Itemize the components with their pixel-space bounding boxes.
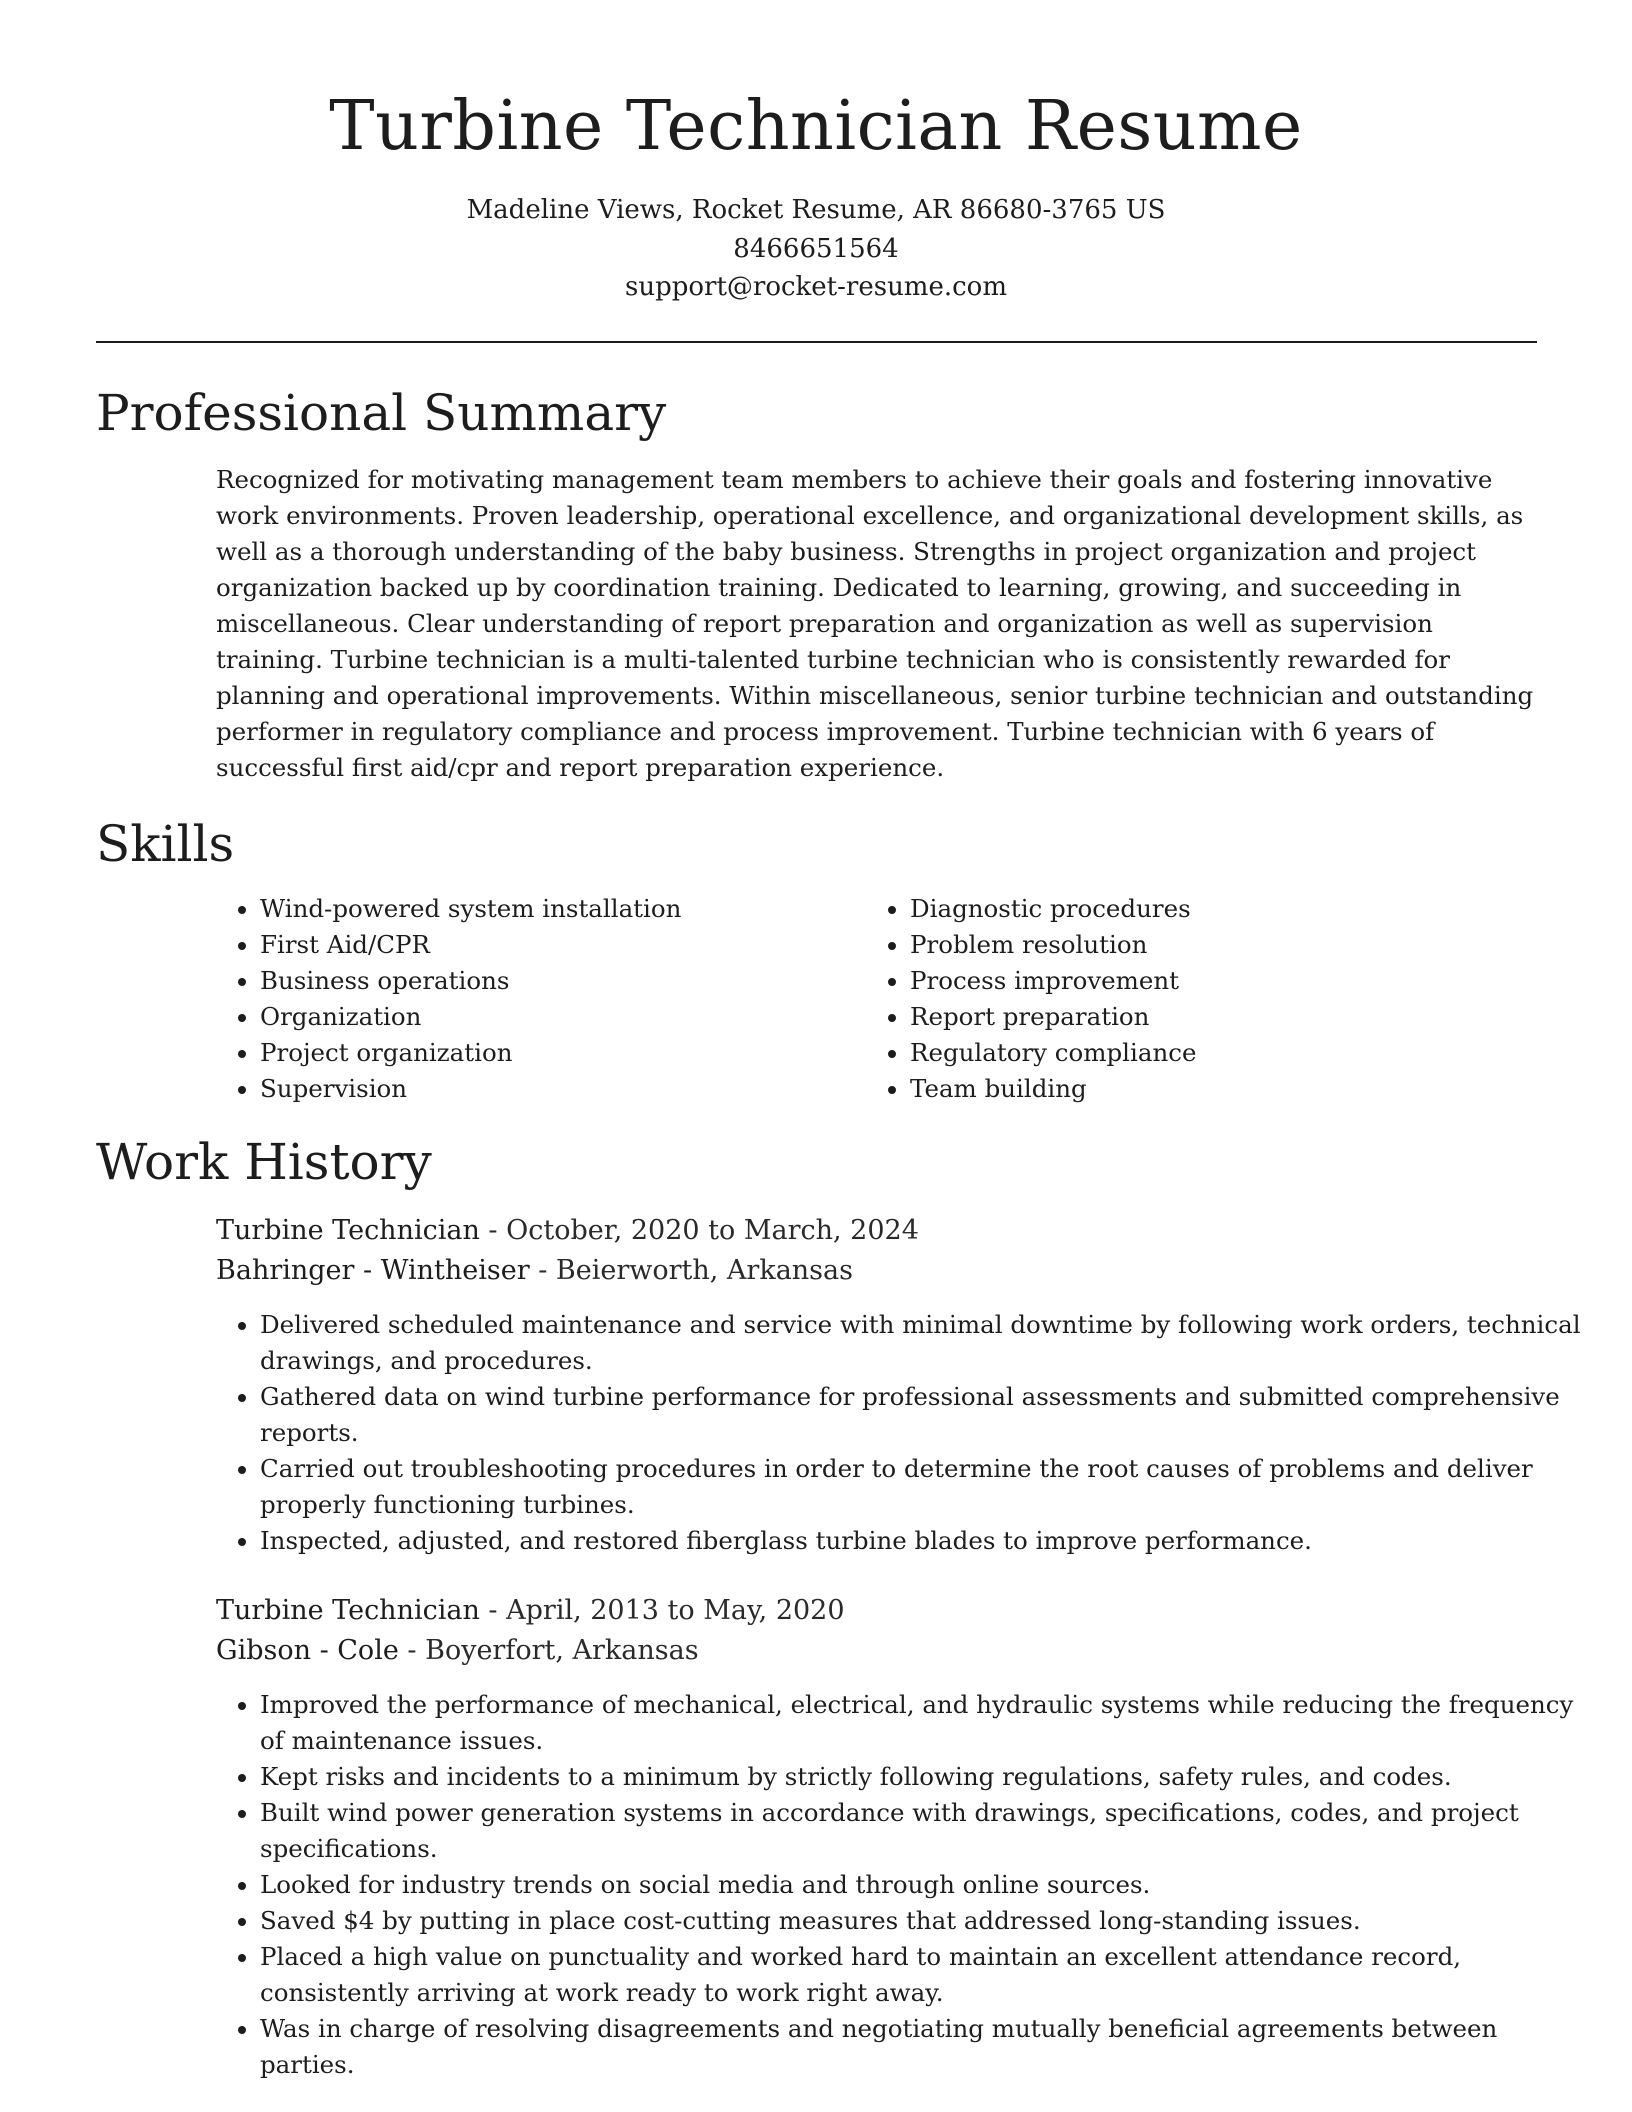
summary-text: Recognized for motivating management team members to achieve their goals and fostering innovative work environments. Proven leadership, operational excellence, and organizational development skills, as well as a thorough understanding of the baby business. Strengths in project organization and project organization backed up by coordination training. Dedicated to learning, growing, and succeeding in miscellaneous. Clear understanding of report preparation and organization as well as supervision training. Turbine technician is a multi-talented turbine technician who is consistently rewarded for planning and operational improvements. Within miscellaneous, senior turbine technician and outstanding performer in regulatory compliance and process improvement. Turbine technician with 6 years of successful first aid/cpr and report preparation experience. bbox=[216, 465, 1534, 782]
job-company: Gibson - Cole bbox=[216, 1635, 399, 1666]
job-location: - Beierworth, Arkansas bbox=[529, 1255, 853, 1286]
skill-item: • Team building bbox=[910, 1071, 1510, 1107]
summary-heading: Professional Summary bbox=[96, 384, 667, 442]
job-title: Turbine Technician bbox=[216, 1595, 480, 1626]
skill-item: • Process improvement bbox=[910, 963, 1510, 999]
job-bullet: • Was in charge of resolving disagreements and negotiating mutually beneficial agreements between parties. bbox=[260, 2011, 1590, 2083]
job-bullets bbox=[216, 1687, 1590, 2083]
skill-item: • Organization bbox=[260, 999, 860, 1035]
contact-phone: 8466651564 bbox=[733, 234, 899, 264]
skill-item: • Business operations bbox=[260, 963, 860, 999]
skill-item: • First Aid/CPR bbox=[260, 927, 860, 963]
skills-heading: Skills bbox=[96, 815, 235, 873]
header-divider bbox=[96, 341, 1537, 343]
job-bullet: • Built wind power generation systems in accordance with drawings, specifications, codes, and project specifications. bbox=[260, 1795, 1590, 1867]
skills-list-right bbox=[866, 891, 1510, 1107]
job-company-line bbox=[216, 1631, 699, 1671]
skill-item: • Wind-powered system installation bbox=[260, 891, 860, 927]
skill-item: • Regulatory compliance bbox=[910, 1035, 1510, 1071]
skill-item: • Supervision bbox=[260, 1071, 860, 1107]
job-dates: - April, 2013 to May, 2020 bbox=[479, 1595, 845, 1626]
job-bullet: • Gathered data on wind turbine performance for professional assessments and submitted comprehensive reports. bbox=[260, 1379, 1590, 1451]
job-bullet: • Saved $4 by putting in place cost-cutting measures that addressed long-standing issues. bbox=[260, 1903, 1590, 1939]
job-title: Turbine Technician bbox=[216, 1215, 480, 1246]
job-bullet: • Placed a high value on punctuality and worked hard to maintain an excellent attendance record, consistently arriving at work ready to work right away. bbox=[260, 1939, 1590, 2011]
job-bullet: • Kept risks and incidents to a minimum by strictly following regulations, safety rules, and codes. bbox=[260, 1759, 1590, 1795]
job-title-line bbox=[216, 1591, 845, 1631]
job-bullets bbox=[216, 1307, 1590, 1559]
job-bullet: • Improved the performance of mechanical, electrical, and hydraulic systems while reducing the frequency of maintenance issues. bbox=[260, 1687, 1590, 1759]
job-bullet: • Carried out troubleshooting procedures in order to determine the root causes of problems and deliver properly functioning turbines. bbox=[260, 1451, 1590, 1523]
job-bullet: • Looked for industry trends on social media and through online sources. bbox=[260, 1867, 1590, 1903]
job-bullet: • Delivered scheduled maintenance and service with minimal downtime by following work orders, technical drawings, and procedures. bbox=[260, 1307, 1590, 1379]
contact-email: support@rocket-resume.com bbox=[624, 272, 1007, 302]
job-dates: - October, 2020 to March, 2024 bbox=[479, 1215, 919, 1246]
skill-item: • Diagnostic procedures bbox=[910, 891, 1510, 927]
work-history-heading: Work History bbox=[96, 1133, 432, 1191]
job-bullet: • Inspected, adjusted, and restored fiberglass turbine blades to improve performance. bbox=[260, 1523, 1590, 1559]
job-company-line bbox=[216, 1251, 853, 1291]
job-company: Bahringer - Wintheiser bbox=[216, 1255, 530, 1286]
resume-title: Turbine Technician Resume bbox=[329, 87, 1303, 166]
skill-item: • Project organization bbox=[260, 1035, 860, 1071]
job-title-line bbox=[216, 1211, 919, 1251]
skills-list-left bbox=[216, 891, 860, 1107]
skill-item: • Report preparation bbox=[910, 999, 1510, 1035]
contact-address: Madeline Views, Rocket Resume, AR 86680-3765 US bbox=[466, 195, 1166, 225]
skill-item: • Problem resolution bbox=[910, 927, 1510, 963]
job-location: - Boyerfort, Arkansas bbox=[398, 1635, 699, 1666]
